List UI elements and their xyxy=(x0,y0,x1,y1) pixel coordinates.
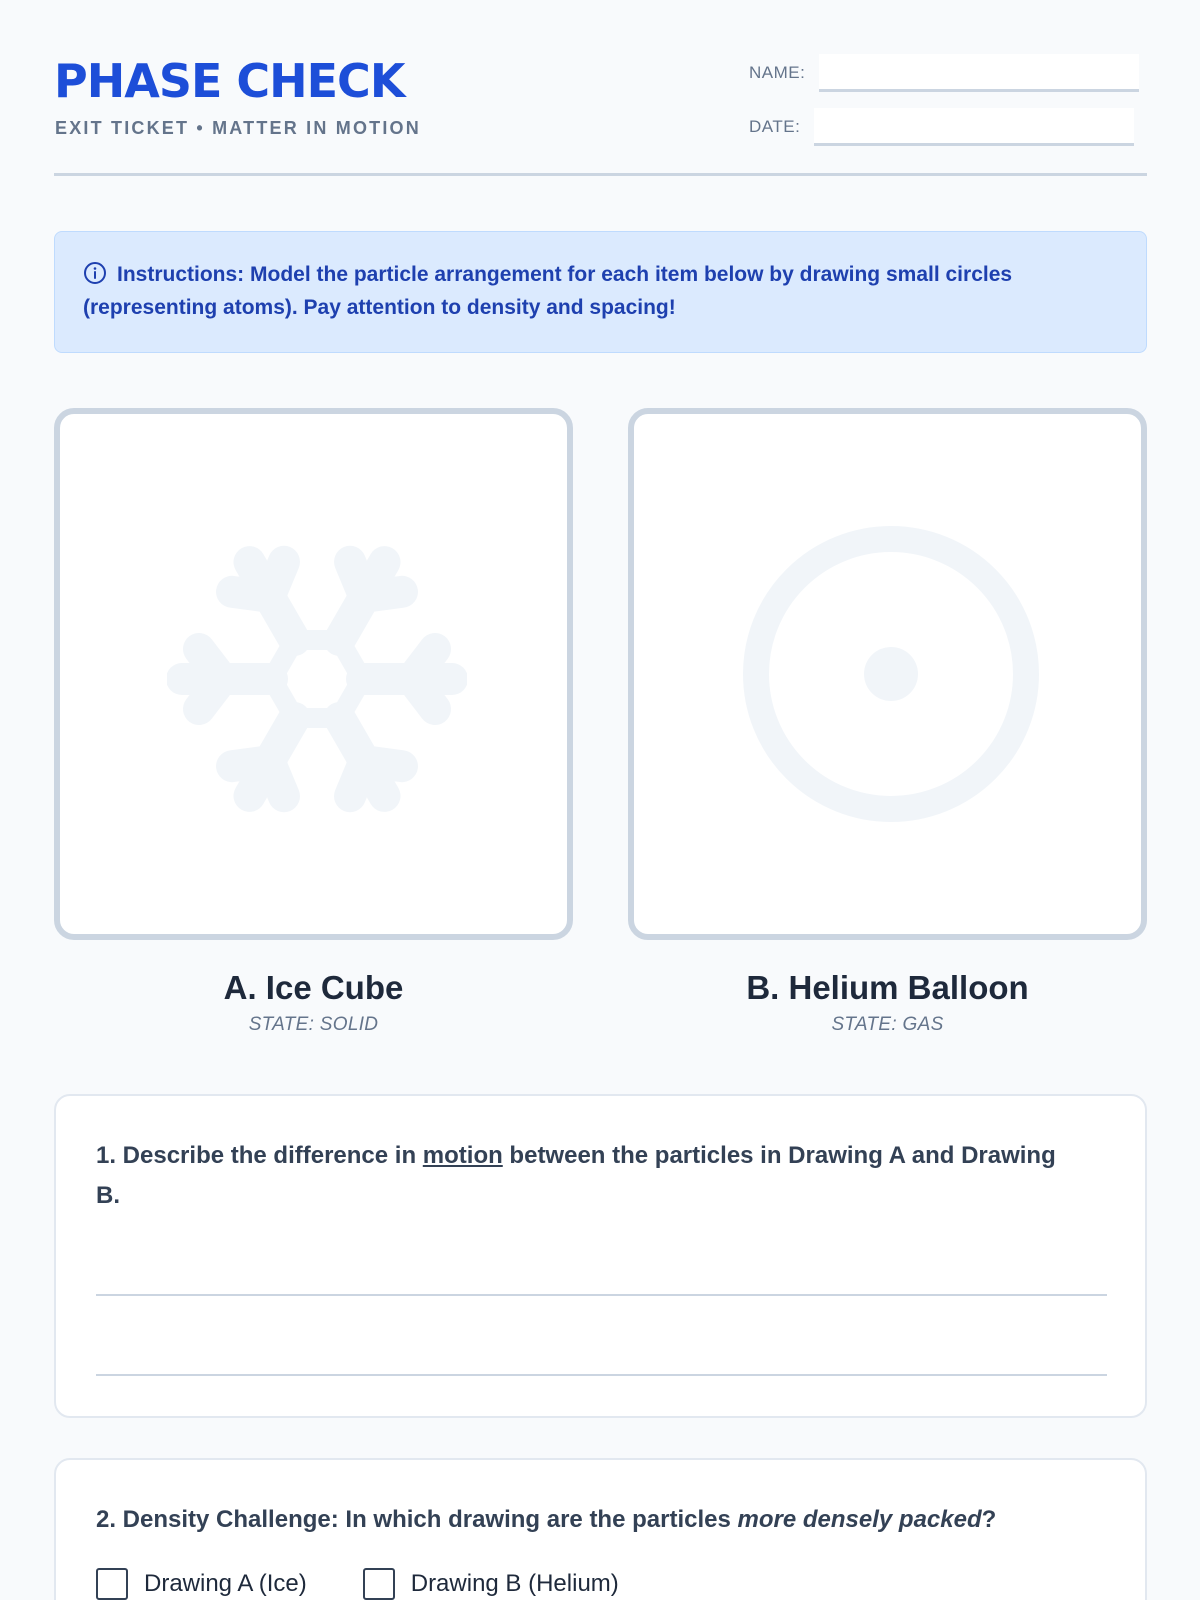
question-2-prefix: 2. Density Challenge: In which drawing are the particles xyxy=(96,1506,738,1533)
question-card-1 xyxy=(54,1094,1147,1418)
name-label: NAME: xyxy=(749,63,806,82)
question-2-suffix: ? xyxy=(981,1506,997,1533)
question-1-text xyxy=(96,1136,1065,1216)
option-label-b: Drawing B (Helium) xyxy=(410,1570,619,1597)
date-field-group xyxy=(749,108,1134,146)
question-1-suffix: between the particles in Drawing A and Drawing B. xyxy=(96,1142,1056,1209)
page-title: PHASE CHECK xyxy=(54,54,405,108)
checkbox-drawing-b[interactable] xyxy=(363,1568,395,1600)
circle-dot-icon xyxy=(743,526,1039,822)
answer-line[interactable] xyxy=(96,1374,1107,1376)
drawing-caption-b xyxy=(628,968,1147,1036)
drawing-state-a: STATE: SOLID xyxy=(248,1013,379,1035)
answer-options xyxy=(96,1568,675,1600)
answer-line[interactable] xyxy=(96,1294,1107,1296)
snowflake-icon xyxy=(167,539,467,819)
name-field-group xyxy=(749,54,1139,92)
instructions-box xyxy=(54,231,1147,353)
option-drawing-b[interactable] xyxy=(363,1568,619,1600)
question-2-emphasis: more densely packed xyxy=(737,1506,982,1533)
question-1-prefix: 1. Describe the difference in xyxy=(96,1142,423,1169)
name-input[interactable] xyxy=(819,54,1139,92)
drawing-title-a: A. Ice Cube xyxy=(223,969,404,1006)
drawing-caption-a xyxy=(54,968,573,1036)
page-subtitle: EXIT TICKET • MATTER IN MOTION xyxy=(55,118,421,138)
drawing-area-a[interactable] xyxy=(54,408,573,940)
question-2-text xyxy=(96,1500,1105,1540)
checkbox-drawing-a[interactable] xyxy=(96,1568,128,1600)
drawing-area-b[interactable] xyxy=(628,408,1147,940)
date-label: DATE: xyxy=(749,117,801,136)
drawing-state-b: STATE: GAS xyxy=(831,1013,944,1035)
question-card-2 xyxy=(54,1458,1147,1600)
date-input[interactable] xyxy=(814,108,1134,146)
drawing-title-b: B. Helium Balloon xyxy=(746,969,1029,1006)
worksheet-header xyxy=(54,54,1147,176)
instructions-text: Instructions: Model the particle arrangement for each item below by drawing small circles (representing atoms). Pay attention to density and spacing! xyxy=(83,263,1013,319)
option-label-a: Drawing A (Ice) xyxy=(144,1570,307,1597)
info-icon xyxy=(83,261,107,285)
question-1-emphasis: motion xyxy=(422,1142,503,1169)
option-drawing-a[interactable] xyxy=(96,1568,307,1600)
